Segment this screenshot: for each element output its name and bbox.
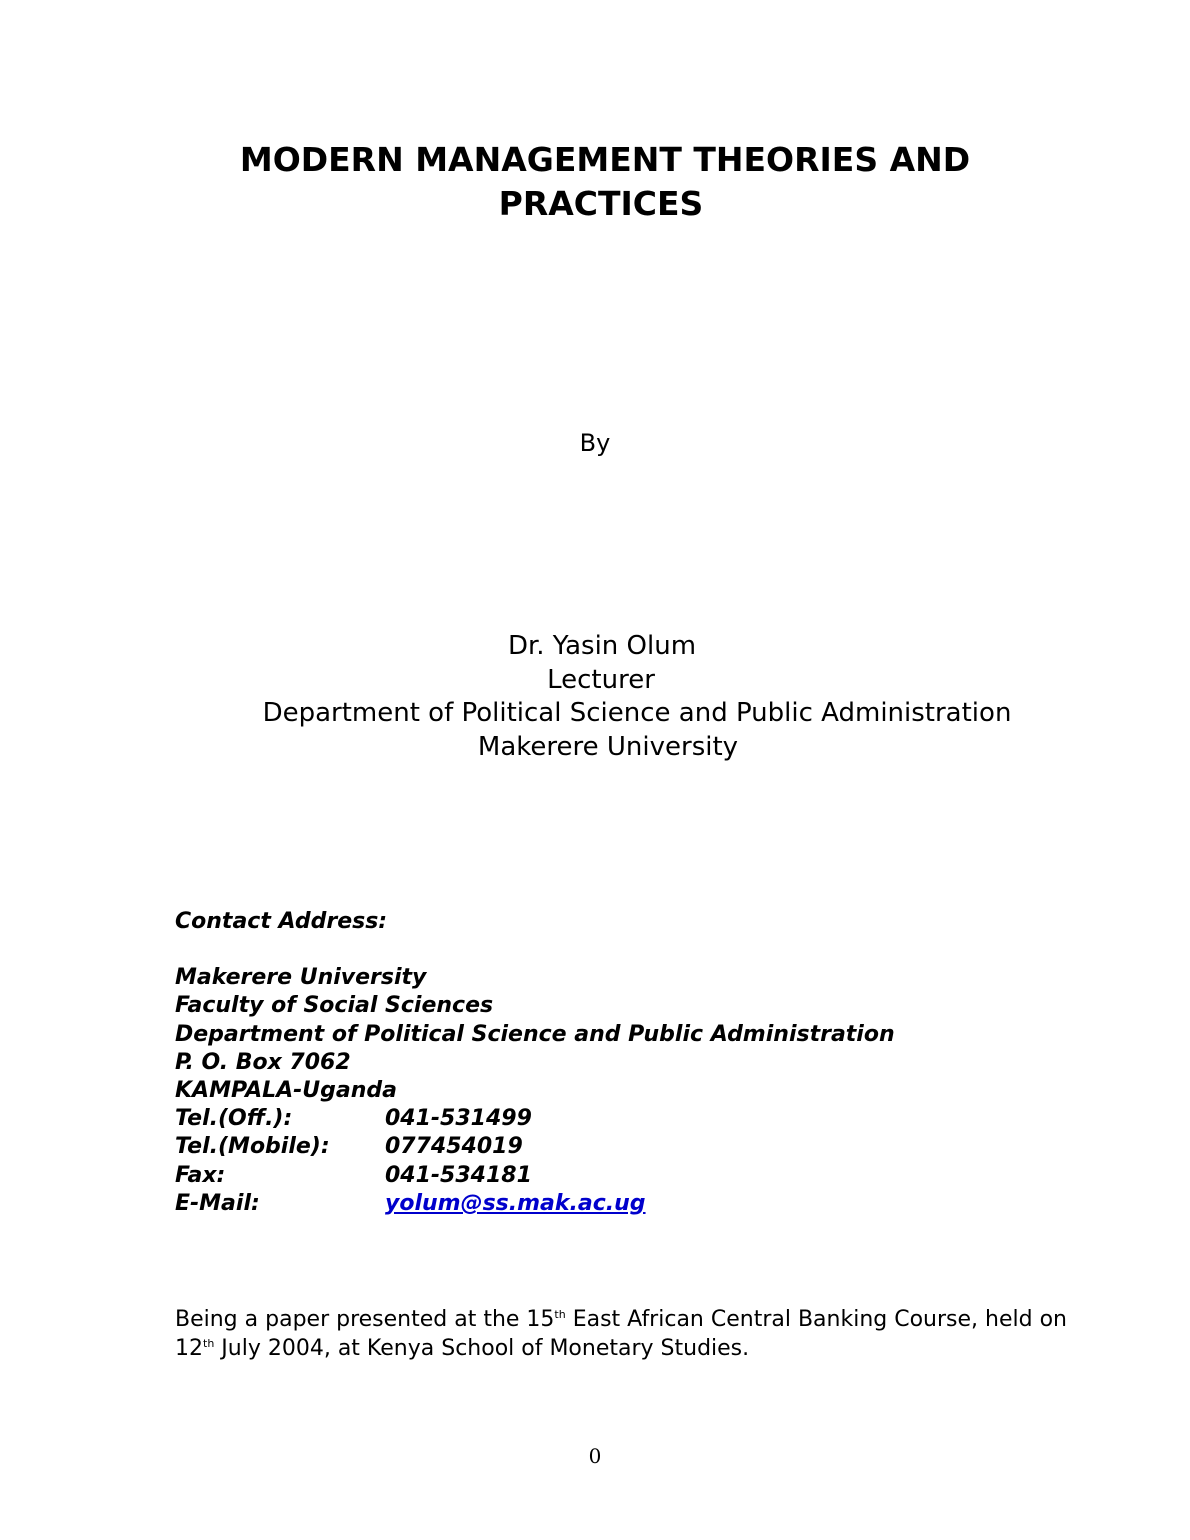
contact-faculty: Faculty of Social Sciences (175, 993, 494, 1019)
page-number: 0 (588, 1444, 602, 1468)
contact-address-block (175, 908, 895, 1218)
document-title (0, 138, 1190, 226)
contact-institution: Makerere University (175, 965, 427, 991)
contact-heading: Contact Address: (175, 909, 388, 934)
note-ordinal-1: th (554, 1308, 566, 1321)
contact-tel-office-row (175, 1105, 895, 1133)
contact-city: KAMPALA-Uganda (175, 1078, 397, 1104)
note-text-part-2: East African Central Banking Course, held on (565, 1307, 1067, 1332)
note-ordinal-2: th (203, 1337, 215, 1350)
author-department: Department of Political Science and Public Administration (262, 698, 1012, 728)
title-line-1: MODERN MANAGEMENT THEORIES AND (239, 140, 971, 179)
author-position: Lecturer (547, 664, 655, 695)
title-line-2: PRACTICES (498, 184, 704, 223)
email-link[interactable]: yolum@ss.mak.ac.ug (385, 1190, 646, 1216)
contact-po-box: P. O. Box 7062 (175, 1049, 351, 1075)
contact-email-row (175, 1190, 895, 1218)
presentation-note (175, 1305, 1095, 1363)
note-text-part-3: 12 (175, 1336, 203, 1361)
contact-department: Department of Political Science and Public Administration (175, 1021, 895, 1047)
author-name: Dr. Yasin Olum (507, 631, 697, 661)
tel-mobile-value: 077454019 (385, 1134, 523, 1160)
contact-tel-mobile-row (175, 1133, 895, 1161)
contact-fax-row (175, 1162, 895, 1190)
tel-office-label: Tel.(Off.): (175, 1106, 293, 1132)
note-text-part-1: Being a paper presented at the 15 (175, 1307, 555, 1332)
contact-spacer (175, 936, 895, 964)
author-university: Makerere University (477, 731, 739, 762)
author-block (0, 630, 1190, 764)
fax-label: Fax: (175, 1162, 226, 1188)
tel-office-value: 041-531499 (385, 1106, 532, 1132)
fax-value: 041-534181 (385, 1162, 532, 1188)
by-label: By (579, 429, 611, 457)
note-text-part-4: July 2004, at Kenya School of Monetary Studies. (214, 1336, 750, 1361)
email-label: E-Mail: (175, 1190, 260, 1216)
tel-mobile-label: Tel.(Mobile): (175, 1134, 330, 1160)
